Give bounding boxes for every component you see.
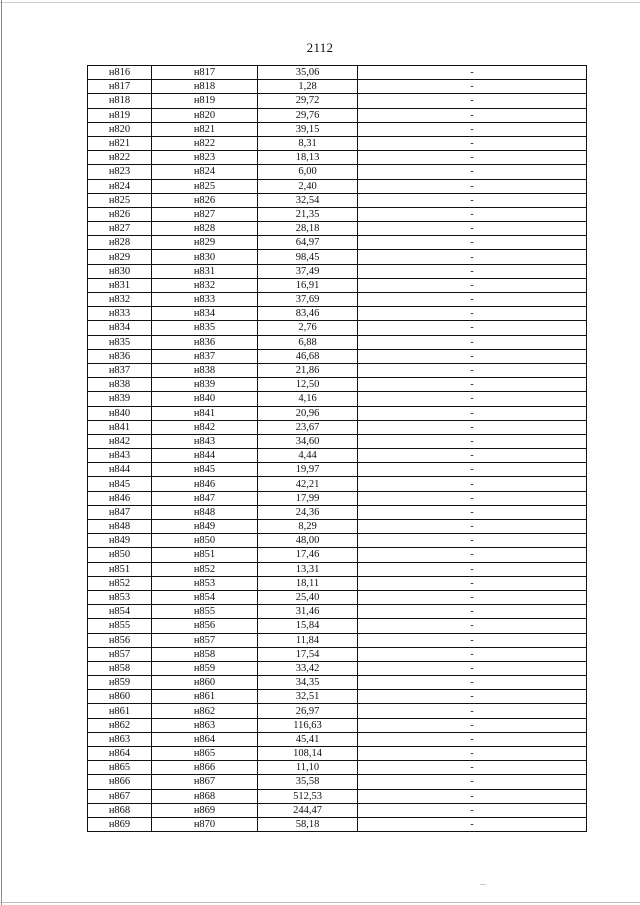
from-point-cell: н849 bbox=[88, 534, 152, 548]
distance-cell: 8,31 bbox=[258, 136, 358, 150]
to-point-cell: н820 bbox=[152, 108, 258, 122]
distance-cell: 45,41 bbox=[258, 732, 358, 746]
note-cell: - bbox=[358, 94, 587, 108]
table-row bbox=[88, 66, 587, 80]
to-point-cell: н837 bbox=[152, 349, 258, 363]
from-point-cell: н841 bbox=[88, 420, 152, 434]
distance-cell: 64,97 bbox=[258, 236, 358, 250]
from-point-cell: н821 bbox=[88, 136, 152, 150]
to-point-cell: н850 bbox=[152, 534, 258, 548]
distance-cell: 33,42 bbox=[258, 661, 358, 675]
table-row bbox=[88, 619, 587, 633]
note-cell: - bbox=[358, 80, 587, 94]
table-row bbox=[88, 278, 587, 292]
to-point-cell: н833 bbox=[152, 293, 258, 307]
from-point-cell: н861 bbox=[88, 704, 152, 718]
table-row bbox=[88, 817, 587, 831]
note-cell: - bbox=[358, 463, 587, 477]
distance-cell: 34,60 bbox=[258, 434, 358, 448]
from-point-cell: н865 bbox=[88, 761, 152, 775]
table-row bbox=[88, 463, 587, 477]
from-point-cell: н838 bbox=[88, 378, 152, 392]
table-row bbox=[88, 250, 587, 264]
distance-cell: 13,31 bbox=[258, 562, 358, 576]
table-row bbox=[88, 307, 587, 321]
distance-cell: 11,10 bbox=[258, 761, 358, 775]
from-point-cell: н817 bbox=[88, 80, 152, 94]
from-point-cell: н820 bbox=[88, 122, 152, 136]
note-cell: - bbox=[358, 378, 587, 392]
to-point-cell: н842 bbox=[152, 420, 258, 434]
note-cell: - bbox=[358, 761, 587, 775]
from-point-cell: н831 bbox=[88, 278, 152, 292]
note-cell: - bbox=[358, 207, 587, 221]
note-cell: - bbox=[358, 307, 587, 321]
from-point-cell: н850 bbox=[88, 548, 152, 562]
scan-speck bbox=[480, 884, 486, 885]
from-point-cell: н864 bbox=[88, 747, 152, 761]
to-point-cell: н836 bbox=[152, 335, 258, 349]
distance-cell: 244,47 bbox=[258, 803, 358, 817]
from-point-cell: н851 bbox=[88, 562, 152, 576]
note-cell: - bbox=[358, 605, 587, 619]
distance-cell: 16,91 bbox=[258, 278, 358, 292]
to-point-cell: н860 bbox=[152, 676, 258, 690]
to-point-cell: н834 bbox=[152, 307, 258, 321]
to-point-cell: н846 bbox=[152, 477, 258, 491]
from-point-cell: н867 bbox=[88, 789, 152, 803]
note-cell: - bbox=[358, 321, 587, 335]
note-cell: - bbox=[358, 66, 587, 80]
from-point-cell: н852 bbox=[88, 576, 152, 590]
note-cell: - bbox=[358, 363, 587, 377]
to-point-cell: н822 bbox=[152, 136, 258, 150]
distance-cell: 58,18 bbox=[258, 817, 358, 831]
distance-cell: 32,54 bbox=[258, 193, 358, 207]
table-row bbox=[88, 449, 587, 463]
to-point-cell: н864 bbox=[152, 732, 258, 746]
note-cell: - bbox=[358, 108, 587, 122]
note-cell: - bbox=[358, 520, 587, 534]
to-point-cell: н853 bbox=[152, 576, 258, 590]
to-point-cell: н856 bbox=[152, 619, 258, 633]
table-row bbox=[88, 477, 587, 491]
note-cell: - bbox=[358, 803, 587, 817]
scan-edge-top bbox=[0, 2, 640, 3]
to-point-cell: н819 bbox=[152, 94, 258, 108]
from-point-cell: н859 bbox=[88, 676, 152, 690]
table-row bbox=[88, 590, 587, 604]
table-body bbox=[88, 66, 587, 832]
to-point-cell: н823 bbox=[152, 151, 258, 165]
distance-cell: 42,21 bbox=[258, 477, 358, 491]
note-cell: - bbox=[358, 293, 587, 307]
from-point-cell: н827 bbox=[88, 222, 152, 236]
distance-cell: 17,99 bbox=[258, 491, 358, 505]
distance-cell: 15,84 bbox=[258, 619, 358, 633]
to-point-cell: н848 bbox=[152, 505, 258, 519]
from-point-cell: н816 bbox=[88, 66, 152, 80]
distance-cell: 98,45 bbox=[258, 250, 358, 264]
distance-cell: 12,50 bbox=[258, 378, 358, 392]
table-row bbox=[88, 732, 587, 746]
to-point-cell: н825 bbox=[152, 179, 258, 193]
note-cell: - bbox=[358, 732, 587, 746]
to-point-cell: н835 bbox=[152, 321, 258, 335]
note-cell: - bbox=[358, 817, 587, 831]
to-point-cell: н843 bbox=[152, 434, 258, 448]
to-point-cell: н832 bbox=[152, 278, 258, 292]
note-cell: - bbox=[358, 122, 587, 136]
to-point-cell: н854 bbox=[152, 590, 258, 604]
table-row bbox=[88, 633, 587, 647]
distance-cell: 4,16 bbox=[258, 392, 358, 406]
table-row bbox=[88, 207, 587, 221]
from-point-cell: н836 bbox=[88, 349, 152, 363]
note-cell: - bbox=[358, 335, 587, 349]
note-cell: - bbox=[358, 449, 587, 463]
table-row bbox=[88, 151, 587, 165]
distance-cell: 19,97 bbox=[258, 463, 358, 477]
table-row bbox=[88, 108, 587, 122]
from-point-cell: н843 bbox=[88, 449, 152, 463]
from-point-cell: н823 bbox=[88, 165, 152, 179]
note-cell: - bbox=[358, 633, 587, 647]
to-point-cell: н858 bbox=[152, 647, 258, 661]
from-point-cell: н840 bbox=[88, 406, 152, 420]
distance-cell: 512,53 bbox=[258, 789, 358, 803]
note-cell: - bbox=[358, 392, 587, 406]
to-point-cell: н865 bbox=[152, 747, 258, 761]
to-point-cell: н828 bbox=[152, 222, 258, 236]
scan-edge-bottom bbox=[0, 902, 640, 903]
to-point-cell: н845 bbox=[152, 463, 258, 477]
distance-cell: 35,58 bbox=[258, 775, 358, 789]
table-row bbox=[88, 179, 587, 193]
from-point-cell: н824 bbox=[88, 179, 152, 193]
from-point-cell: н819 bbox=[88, 108, 152, 122]
boundary-segments-table bbox=[87, 65, 587, 832]
distance-cell: 29,76 bbox=[258, 108, 358, 122]
note-cell: - bbox=[358, 151, 587, 165]
table-row bbox=[88, 264, 587, 278]
to-point-cell: н824 bbox=[152, 165, 258, 179]
note-cell: - bbox=[358, 562, 587, 576]
note-cell: - bbox=[358, 775, 587, 789]
to-point-cell: н840 bbox=[152, 392, 258, 406]
note-cell: - bbox=[358, 165, 587, 179]
table-row bbox=[88, 434, 587, 448]
to-point-cell: н855 bbox=[152, 605, 258, 619]
table-row bbox=[88, 335, 587, 349]
to-point-cell: н817 bbox=[152, 66, 258, 80]
from-point-cell: н848 bbox=[88, 520, 152, 534]
note-cell: - bbox=[358, 264, 587, 278]
table-row bbox=[88, 122, 587, 136]
from-point-cell: н854 bbox=[88, 605, 152, 619]
from-point-cell: н822 bbox=[88, 151, 152, 165]
to-point-cell: н867 bbox=[152, 775, 258, 789]
from-point-cell: н860 bbox=[88, 690, 152, 704]
from-point-cell: н868 bbox=[88, 803, 152, 817]
table-row bbox=[88, 548, 587, 562]
distance-cell: 8,29 bbox=[258, 520, 358, 534]
table-row bbox=[88, 136, 587, 150]
table-row bbox=[88, 605, 587, 619]
table-row bbox=[88, 690, 587, 704]
table-row bbox=[88, 392, 587, 406]
distance-cell: 31,46 bbox=[258, 605, 358, 619]
table-row bbox=[88, 520, 587, 534]
to-point-cell: н826 bbox=[152, 193, 258, 207]
note-cell: - bbox=[358, 647, 587, 661]
from-point-cell: н832 bbox=[88, 293, 152, 307]
to-point-cell: н831 bbox=[152, 264, 258, 278]
note-cell: - bbox=[358, 789, 587, 803]
distance-cell: 32,51 bbox=[258, 690, 358, 704]
table-row bbox=[88, 704, 587, 718]
from-point-cell: н825 bbox=[88, 193, 152, 207]
from-point-cell: н853 bbox=[88, 590, 152, 604]
distance-cell: 28,18 bbox=[258, 222, 358, 236]
note-cell: - bbox=[358, 250, 587, 264]
table-row bbox=[88, 775, 587, 789]
scan-edge-left bbox=[1, 0, 2, 905]
to-point-cell: н861 bbox=[152, 690, 258, 704]
note-cell: - bbox=[358, 534, 587, 548]
to-point-cell: н869 bbox=[152, 803, 258, 817]
table-row bbox=[88, 321, 587, 335]
from-point-cell: н844 bbox=[88, 463, 152, 477]
from-point-cell: н837 bbox=[88, 363, 152, 377]
from-point-cell: н839 bbox=[88, 392, 152, 406]
table-row bbox=[88, 80, 587, 94]
distance-cell: 39,15 bbox=[258, 122, 358, 136]
table-row bbox=[88, 803, 587, 817]
distance-cell: 48,00 bbox=[258, 534, 358, 548]
distance-cell: 4,44 bbox=[258, 449, 358, 463]
note-cell: - bbox=[358, 193, 587, 207]
from-point-cell: н835 bbox=[88, 335, 152, 349]
from-point-cell: н828 bbox=[88, 236, 152, 250]
from-point-cell: н833 bbox=[88, 307, 152, 321]
table-row bbox=[88, 562, 587, 576]
table-row bbox=[88, 165, 587, 179]
to-point-cell: н868 bbox=[152, 789, 258, 803]
distance-cell: 25,40 bbox=[258, 590, 358, 604]
to-point-cell: н866 bbox=[152, 761, 258, 775]
from-point-cell: н855 bbox=[88, 619, 152, 633]
from-point-cell: н866 bbox=[88, 775, 152, 789]
note-cell: - bbox=[358, 548, 587, 562]
note-cell: - bbox=[358, 434, 587, 448]
note-cell: - bbox=[358, 179, 587, 193]
table-row bbox=[88, 647, 587, 661]
note-cell: - bbox=[358, 278, 587, 292]
table-row bbox=[88, 94, 587, 108]
from-point-cell: н862 bbox=[88, 718, 152, 732]
from-point-cell: н845 bbox=[88, 477, 152, 491]
to-point-cell: н857 bbox=[152, 633, 258, 647]
table-row bbox=[88, 747, 587, 761]
from-point-cell: н863 bbox=[88, 732, 152, 746]
note-cell: - bbox=[358, 690, 587, 704]
distance-cell: 18,11 bbox=[258, 576, 358, 590]
to-point-cell: н818 bbox=[152, 80, 258, 94]
note-cell: - bbox=[358, 477, 587, 491]
to-point-cell: н821 bbox=[152, 122, 258, 136]
distance-cell: 23,67 bbox=[258, 420, 358, 434]
table-row bbox=[88, 293, 587, 307]
distance-cell: 35,06 bbox=[258, 66, 358, 80]
note-cell: - bbox=[358, 136, 587, 150]
from-point-cell: н826 bbox=[88, 207, 152, 221]
table-row bbox=[88, 661, 587, 675]
from-point-cell: н856 bbox=[88, 633, 152, 647]
distance-cell: 2,40 bbox=[258, 179, 358, 193]
from-point-cell: н846 bbox=[88, 491, 152, 505]
note-cell: - bbox=[358, 661, 587, 675]
to-point-cell: н852 bbox=[152, 562, 258, 576]
distance-cell: 11,84 bbox=[258, 633, 358, 647]
table-row bbox=[88, 349, 587, 363]
table-row bbox=[88, 761, 587, 775]
note-cell: - bbox=[358, 704, 587, 718]
to-point-cell: н827 bbox=[152, 207, 258, 221]
to-point-cell: н859 bbox=[152, 661, 258, 675]
distance-cell: 1,28 bbox=[258, 80, 358, 94]
distance-cell: 17,46 bbox=[258, 548, 358, 562]
table-row bbox=[88, 505, 587, 519]
to-point-cell: н839 bbox=[152, 378, 258, 392]
distance-cell: 46,68 bbox=[258, 349, 358, 363]
note-cell: - bbox=[358, 420, 587, 434]
table-row bbox=[88, 534, 587, 548]
table-row bbox=[88, 420, 587, 434]
note-cell: - bbox=[358, 349, 587, 363]
distance-cell: 6,00 bbox=[258, 165, 358, 179]
distance-cell: 2,76 bbox=[258, 321, 358, 335]
note-cell: - bbox=[358, 747, 587, 761]
to-point-cell: н870 bbox=[152, 817, 258, 831]
to-point-cell: н851 bbox=[152, 548, 258, 562]
from-point-cell: н818 bbox=[88, 94, 152, 108]
note-cell: - bbox=[358, 406, 587, 420]
note-cell: - bbox=[358, 505, 587, 519]
from-point-cell: н830 bbox=[88, 264, 152, 278]
to-point-cell: н844 bbox=[152, 449, 258, 463]
distance-cell: 24,36 bbox=[258, 505, 358, 519]
from-point-cell: н869 bbox=[88, 817, 152, 831]
note-cell: - bbox=[358, 236, 587, 250]
distance-cell: 37,69 bbox=[258, 293, 358, 307]
to-point-cell: н849 bbox=[152, 520, 258, 534]
distance-cell: 26,97 bbox=[258, 704, 358, 718]
from-point-cell: н857 bbox=[88, 647, 152, 661]
note-cell: - bbox=[358, 491, 587, 505]
note-cell: - bbox=[358, 718, 587, 732]
distance-cell: 21,86 bbox=[258, 363, 358, 377]
distance-cell: 18,13 bbox=[258, 151, 358, 165]
distance-cell: 17,54 bbox=[258, 647, 358, 661]
to-point-cell: н829 bbox=[152, 236, 258, 250]
table-row bbox=[88, 576, 587, 590]
table-row bbox=[88, 789, 587, 803]
to-point-cell: н841 bbox=[152, 406, 258, 420]
from-point-cell: н829 bbox=[88, 250, 152, 264]
distance-cell: 20,96 bbox=[258, 406, 358, 420]
distance-cell: 29,72 bbox=[258, 94, 358, 108]
from-point-cell: н847 bbox=[88, 505, 152, 519]
table-row bbox=[88, 491, 587, 505]
to-point-cell: н847 bbox=[152, 491, 258, 505]
note-cell: - bbox=[358, 619, 587, 633]
table-row bbox=[88, 718, 587, 732]
note-cell: - bbox=[358, 590, 587, 604]
table-row bbox=[88, 236, 587, 250]
distance-cell: 116,63 bbox=[258, 718, 358, 732]
distance-cell: 83,46 bbox=[258, 307, 358, 321]
note-cell: - bbox=[358, 222, 587, 236]
table-row bbox=[88, 378, 587, 392]
table-row bbox=[88, 193, 587, 207]
note-cell: - bbox=[358, 676, 587, 690]
distance-cell: 34,35 bbox=[258, 676, 358, 690]
to-point-cell: н830 bbox=[152, 250, 258, 264]
to-point-cell: н862 bbox=[152, 704, 258, 718]
table-row bbox=[88, 676, 587, 690]
table-row bbox=[88, 363, 587, 377]
note-cell: - bbox=[358, 576, 587, 590]
table-row bbox=[88, 222, 587, 236]
page-number: 2112 bbox=[306, 40, 334, 55]
from-point-cell: н842 bbox=[88, 434, 152, 448]
distance-cell: 21,35 bbox=[258, 207, 358, 221]
distance-cell: 37,49 bbox=[258, 264, 358, 278]
from-point-cell: н834 bbox=[88, 321, 152, 335]
table-row bbox=[88, 406, 587, 420]
to-point-cell: н863 bbox=[152, 718, 258, 732]
from-point-cell: н858 bbox=[88, 661, 152, 675]
distance-cell: 108,14 bbox=[258, 747, 358, 761]
distance-cell: 6,88 bbox=[258, 335, 358, 349]
to-point-cell: н838 bbox=[152, 363, 258, 377]
